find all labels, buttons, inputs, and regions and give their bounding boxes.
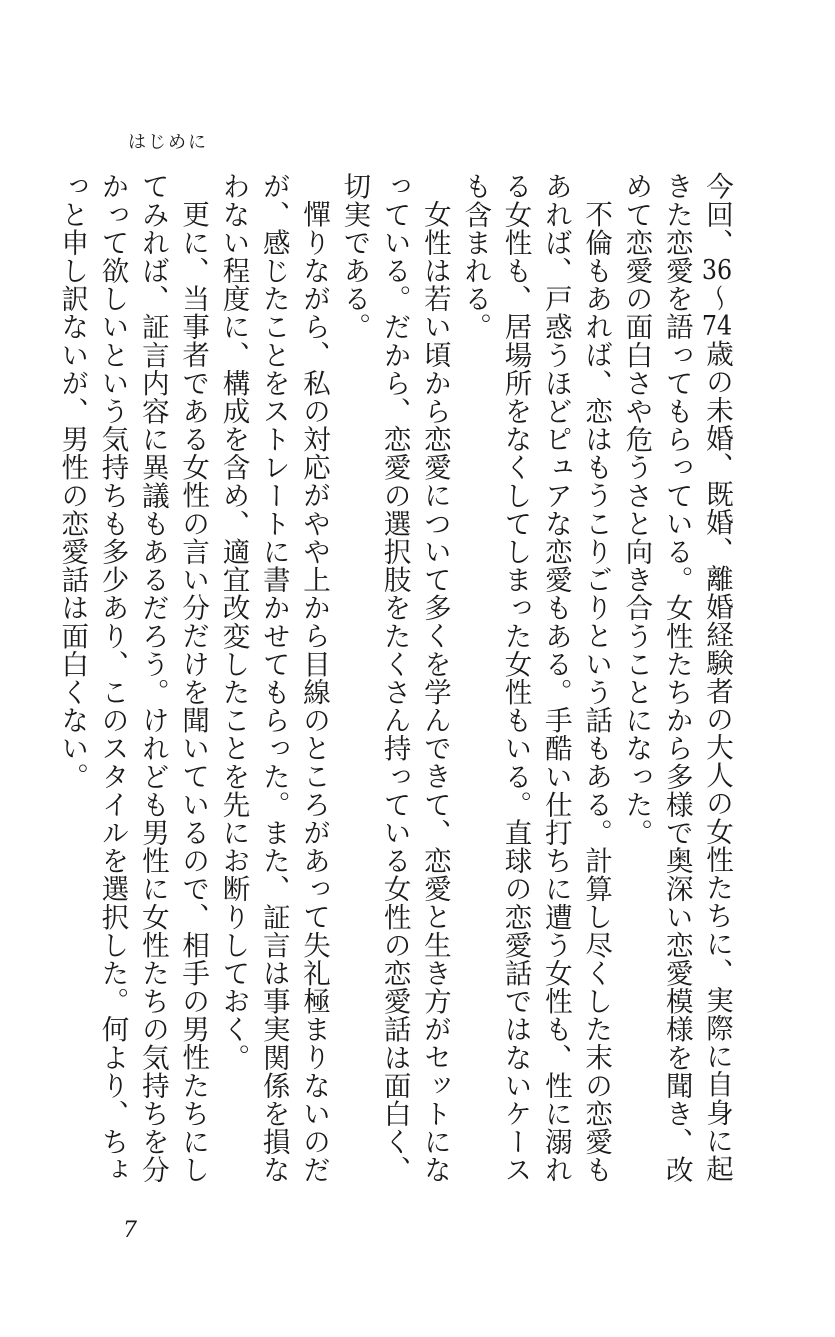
paragraph-1 xyxy=(616,172,737,1192)
body-text xyxy=(56,172,737,1192)
paragraph-3: 女性は若い頃から恋愛について多くを学んできて、恋愛と生き方がセットになっている。だから、恋愛の選択肢をたくさん持っている女性の恋愛話は面白く、切実である。 xyxy=(338,172,451,1184)
paragraph-5: 更に、当事者である女性の言い分だけを聞いているので、相手の男性たちにしてみれば、証言内容に異議もあるだろう。けれども男性に女性たちの気持ちを分かって欲しいという気持ちも多少あり、このスタイルを選択した。何より、ちょっと申し訳ないが、男性の恋愛話は面白くない。 xyxy=(56,172,210,1184)
running-head: はじめに xyxy=(128,132,208,153)
page-number: 7 xyxy=(123,1218,137,1243)
paragraph-1-lead: 今回、 xyxy=(701,172,733,257)
age-min: 36 xyxy=(701,256,733,284)
paragraph-2: 不倫もあれば、恋はもうこりごりという話もある。計算し尽くした末の恋愛もあれば、戸惑うほどピュアな恋愛もある。手酷い仕打ちに遭う女性も、性に溺れる女性も、居場所をなくしてしまった女性もいる。直球の恋愛話ではないケースも含まれる。 xyxy=(459,172,613,1184)
age-max: 74 xyxy=(701,311,733,340)
age-range-tilde: 〜 xyxy=(701,283,733,312)
paragraph-1-rest: 歳の未婚、既婚、離婚経験者の大人の女性たちに、実際に自身に起きた恋愛を語ってもらっている。女性たちから多様で奥深い恋愛模様を聞き、改めて恋愛の面白さや危うさと向き合うことになった。 xyxy=(620,172,733,1184)
paragraph-4: 憚りながら、私の対応がやや上から目線のところがあって失礼極まりないのだが、感じたことをストレートに書かせてもらった。また、証言は事実関係を損なわない程度に、構成を含め、適宜改変したことを先にお断りしておく。 xyxy=(217,172,331,1184)
